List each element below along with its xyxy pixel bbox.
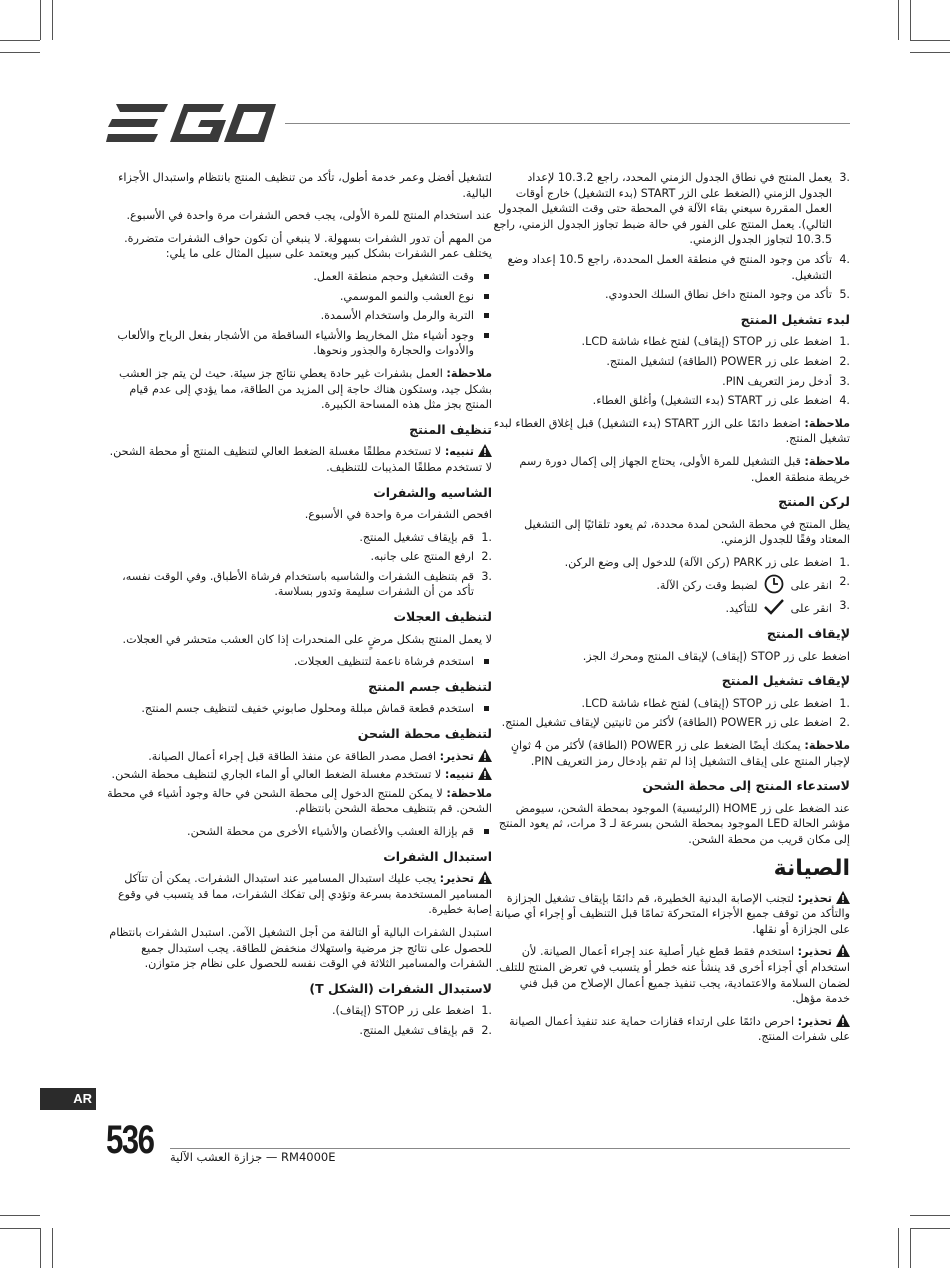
park-heading: لركن المنتج [778,494,850,510]
crop-mark-tl-h [0,40,40,41]
chassis-heading: الشاسيه والشفرات [373,484,492,500]
chassis-steps [105,530,492,600]
list-item: 1. اضغط على زر STOP (إيقاف) لفتح غطاء شاشة LCD. [581,696,850,710]
ego-logo [106,102,278,144]
clean-caution: تنبيه: لا تستخدم مطلقًا مغسلة الضغط العالي لتنظيف المنتج أو محطة الشحن. لا تستخدم مطلقًا المذيبات للتنظيف. [109,445,492,474]
list-item: 2. قم بإيقاف تشغيل المنتج. [359,1023,492,1037]
stop-heading: لإيقاف المنتج [766,626,850,642]
list-item: 1. اضغط على زر PARK (ركن الآلة) للدخول إلى وضع الركن. [564,555,850,569]
right-column [492,170,850,1052]
warning-icon [478,767,492,780]
station-heading: لتنظيف محطة الشحن [357,726,492,742]
home-text: عند الضغط على زر HOME (الرئيسية) الموجود بمحطة الشحن، سيومض مؤشر الحالة LED الموجود بمحطة الشحن بسرعة لـ 3 مرات، ثم يعود المنتج إلى مكان قريب من محطة الشحن. [498,801,850,846]
list-item: 1. اضغط على زر STOP (إيقاف). [331,1004,492,1018]
clock-icon [763,574,785,594]
header-rule [285,123,850,124]
replace-heading: استبدال الشفرات [383,848,492,864]
crop-mark-br-h [910,1215,950,1216]
warning-icon [478,871,492,884]
warning-icon [836,1014,850,1027]
list-item: 3. انقر على للتأكيد. [725,599,850,616]
footer-rule [170,1148,850,1149]
crop-mark-bl-v [40,1228,41,1268]
footer-title: RM4000E — جزازة العشب الآلية [170,1150,336,1164]
maintenance-warning-1: تحذير: لتجنب الإصابة البدنية الخطيرة، قم دائمًا بإيقاف تشغيل الجزازة والتأكد من توقف جميع الأجزاء المتحركة تمامًا قبل التنظيف أو إجراء أي صيانة على الجزازة أو نقلها. [495,891,850,936]
left-column [105,170,492,1046]
list-item: 1. اضغط على زر STOP (إيقاف) لفتح غطاء شاشة LCD. [581,335,850,349]
station-list [105,824,492,840]
warning-icon [836,944,850,957]
crop-mark-bl-h2 [0,1228,40,1229]
blade-life-factors [105,269,492,359]
list-item: 5. تأكد من وجود المنتج داخل نطاق السلك الحدودي. [605,288,850,302]
crop-mark-tr-h [910,40,950,41]
maintenance-warning-3: تحذير: احرص دائمًا على ارتداء قفازات حماية عند تنفيذ أعمال الصيانة على شفرات المنتج. [509,1014,850,1044]
list-item: 2. اضغط على زر POWER (الطاقة) لأكثر من ثانيتين لإيقاف تشغيل المنتج. [501,716,850,730]
list-item: 2. انقر على لضبط وقت ركن الآلة. [656,575,850,593]
replace-warning: تحذير: يجب عليك استبدال المسامير عند استبدال الشفرات. يمكن أن تتآكل المسامير المستخدمة بسرعة وتؤدي إلى تفكك الشفرات، مما قد يتسبب في وقوع إصابة خطيرة. [117,872,492,917]
list-item: قم بإزالة العشب والأغصان والأشياء الأخرى من محطة الشحن. [105,824,492,840]
list-item: 2. ارفع المنتج على جانبه. [370,550,492,564]
warning-icon [478,749,492,762]
list-item: استخدم فرشاة ناعمة لتنظيف العجلات. [105,654,492,670]
park-intro: يظل المنتج في محطة الشحن لمدة محددة، ثم يعود تلقائيًا إلى التشغيل المعتاد وفقًا للجدول الزمني. [524,517,850,547]
wheels-heading: لتنظيف العجلات [393,609,492,625]
crop-mark-tr-h2 [910,52,950,53]
replace-t-heading: لاستبدال الشفرات (الشكل T) [309,980,492,996]
chassis-intro: افحص الشفرات مرة واحدة في الأسبوع. [304,508,492,522]
intro-list [492,170,850,303]
list-item: التربة والرمل واستخدام الأسمدة. [105,308,492,324]
maintenance-warning-2: تحذير: استخدم فقط قطع غيار أصلية عند إجراء أعمال الصيانة. لأن استخدام أي أجزاء أخرى قد ينشأ عنه خطر أو يتسبب في تعرض المنتج للتلف. لضمان السلامة والاعتمادية، يجب تنفيذ جميع أعمال الإصلاح من قبل فني خدمة مؤهل. [495,945,850,1006]
clean-heading: تنظيف المنتج [409,421,492,437]
warning-icon [836,891,850,904]
list-item: 3. يعمل المنتج في نطاق الجدول الزمني المحدد، راجع 10.3.2 لإعداد الجدول الزمني (الضغط على الزر START (بدء التشغيل) خارج أوقات العمل المقررة سيعني بقاء الآلة في المحطة حتى وقت التشغيل المجدول التالي). يعمل المنتج على الفور في حالة ضبط تجاوز الجدول الزمني، راجع 10.3.5 لتجاوز الجدول الزمني. [493,171,850,247]
home-heading: لاستدعاء المنتج إلى محطة الشحن [642,778,850,794]
replace-text: استبدل الشفرات البالية أو التالفة من أجل التشغيل الآمن. استبدل الشفرات بانتظام للحصول على نتائج جز مرضية واستهلاك منخفض للطاقة. يجب استبدال جميع الشفرات والمسامير الثلاثة في الوقت نفسه للحصول على نظام جز متوازن. [109,925,492,971]
replace-t-steps [105,1003,492,1038]
crop-mark-tl-h2 [0,52,40,53]
list-item: 3. قم بتنظيف الشفرات والشاسيه باستخدام فرشاة الأطباق. وفي الوقت نفسه، تأكد من أن الشفرات سليمة وتدور بسلاسة. [122,569,492,599]
crop-mark-tr-v [910,0,911,40]
paragraph: عند استخدام المنتج للمرة الأولى، يجب فحص الشفرات مرة واحدة في الأسبوع. [126,209,492,223]
list-item: 1. قم بإيقاف تشغيل المنتج. [359,530,492,544]
off-heading: لإيقاف تشغيل المنتج [721,673,850,689]
start-note-2: ملاحظة: قبل التشغيل للمرة الأولى، يحتاج الجهاز إلى إكمال دورة رسم خريطة منطقة العمل. [519,454,850,484]
crop-mark-br-h2 [910,1228,950,1229]
body-list [105,701,492,717]
off-note: ملاحظة: يمكنك أيضًا الضغط على زر POWER (الطاقة) لأكثر من 4 ثوانٍ لإجبار المنتج على إيقاف التشغيل إذا لم تقم بإدخال رمز التعريف PIN. [510,739,850,768]
crop-mark-tr-v2 [898,0,899,40]
wheels-list [105,654,492,670]
station-warning: تحذير: افصل مصدر الطاقة عن منفذ الطاقة قبل إجراء أعمال الصيانة. [105,749,492,765]
warning-icon [478,444,492,457]
list-item: 3. أدخل رمز التعريف PIN. [722,374,850,388]
wheels-text: لا يعمل المنتج بشكل مرضٍ على المنحدرات إذا كان العشب متحشر في العجلات. [122,632,492,646]
language-tab: AR [40,1088,96,1110]
crop-mark-bl-h [0,1215,40,1216]
start-note-1: ملاحظة: اضغط دائمًا على الزر START (بدء التشغيل) قبل إغلاق الغطاء لبدء تشغيل المنتج. [493,416,850,446]
crop-mark-br-v2 [898,1228,899,1268]
list-item: وقت التشغيل وحجم منطقة العمل. [105,269,492,285]
station-caution: تنبيه: لا تستخدم مغسلة الضغط العالي أو الماء الجاري لتنظيف محطة الشحن. [105,767,492,783]
crop-mark-bl-v2 [52,1228,53,1268]
body-heading: لتنظيف جسم المنتج [368,678,492,694]
crop-mark-br-v [910,1228,911,1268]
paragraph: من المهم أن تدور الشفرات بسهولة. لا ينبغي أن تكون حواف الشفرات متضررة. يختلف عمر الشفرات بشكل كبير ويعتمد على سبيل المثال على ما يلي: [124,231,492,261]
station-note: ملاحظة: لا يمكن للمنتج الدخول إلى محطة الشحن في حالة وجود أشياء في محطة الشحن. قم بتنظيف محطة الشحن بانتظام. [107,786,492,816]
stop-text: اضغط على زر STOP (إيقاف) لإيقاف المنتج ومحرك الجز. [582,649,850,663]
list-item: وجود أشياء مثل المخاريط والأشياء الساقطة من الأشجار بفعل الرياح والألعاب والأدوات والحجارة والجذور ونحوها. [105,328,492,359]
maintenance-title: الصيانة [773,855,850,881]
list-item: 4. تأكد من وجود المنتج في منطقة العمل المحددة، راجع 10.5 إعداد وضع التشغيل. [507,252,850,282]
checkmark-icon [763,598,785,616]
paragraph: لتشغيل أفضل وعمر خدمة أطول، تأكد من تنظيف المنتج بانتظام واستبدال الأجزاء البالية. [118,171,492,200]
list-item: 2. اضغط على زر POWER (الطاقة) لتشغيل المنتج. [606,354,850,368]
crop-mark-tl-v2 [52,0,53,40]
park-steps [492,555,850,617]
page-number: 536 [106,1118,154,1162]
list-item: 4. اضغط على زر START (بدء التشغيل) وأغلق الغطاء. [592,394,850,408]
crop-mark-tl-v [40,0,41,40]
blade-note: ملاحظة: العمل بشفرات غير حادة يعطي نتائج جز سيئة. حيث لن يتم جز العشب بشكل جيد، وستكون هناك حاجة إلى المزيد من الطاقة، مما يؤدي إلى عدم قيام المنتج بجز مثل هذه المساحة الكبيرة. [119,366,492,412]
off-steps [492,696,850,731]
list-item: استخدم قطعة قماش مبللة ومحلول صابوني خفيف لتنظيف جسم المنتج. [105,701,492,717]
start-steps [492,334,850,408]
list-item: نوع العشب والنمو الموسمي. [105,289,492,305]
start-heading: لبدء تشغيل المنتج [740,311,850,327]
